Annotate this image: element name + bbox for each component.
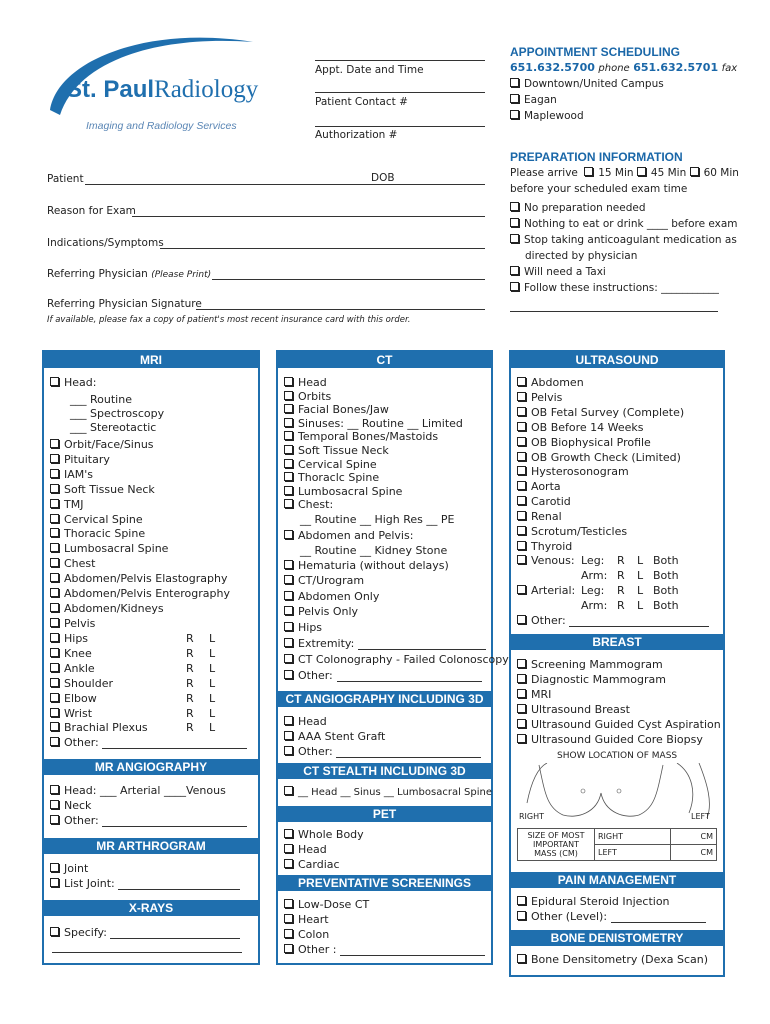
indications-label: Indications/Symptoms <box>47 237 164 249</box>
checkbox-icon[interactable] <box>50 377 59 386</box>
checkbox-icon[interactable] <box>284 486 293 495</box>
checkbox-icon[interactable] <box>284 377 293 386</box>
checkbox-icon[interactable] <box>510 202 519 211</box>
mri-item[interactable]: Elbow <box>50 692 97 705</box>
both-option: Both <box>653 569 679 582</box>
checkbox-icon[interactable] <box>284 859 293 868</box>
mra-header: MR ANGIOGRAPHY <box>44 759 258 775</box>
checkbox-icon[interactable] <box>284 472 293 481</box>
pet-item[interactable]: Head <box>284 843 327 856</box>
mri-other[interactable]: Other: <box>50 736 247 749</box>
checkbox-icon[interactable] <box>510 234 519 243</box>
mri-item[interactable]: TMJ <box>50 498 83 511</box>
checkbox-icon[interactable] <box>50 558 59 567</box>
prep-before: before your scheduled exam time <box>510 183 688 195</box>
patient-label: Patient <box>47 173 84 185</box>
ct-stealth-header: CT STEALTH INCLUDING 3D <box>278 763 491 779</box>
checkbox-icon[interactable] <box>284 391 293 400</box>
ct-item[interactable]: Cervical Spine <box>284 458 377 471</box>
checkbox-icon[interactable] <box>510 282 519 291</box>
scheduling-title: APPOINTMENT SCHEDULING <box>510 45 681 59</box>
breast-show: SHOW LOCATION OF MASS <box>557 751 678 761</box>
checkbox-icon[interactable] <box>50 588 59 597</box>
us-item[interactable]: Scrotum/Testicles <box>517 525 627 538</box>
us-item[interactable]: Thyroid <box>517 540 572 553</box>
checkbox-icon[interactable] <box>517 689 526 698</box>
left-option: L <box>209 632 216 645</box>
checkbox-icon[interactable] <box>517 511 526 520</box>
mri-item[interactable]: Ankle <box>50 662 95 675</box>
mri-item[interactable]: Brachial Plexus <box>50 721 148 734</box>
auth-line[interactable] <box>315 126 485 127</box>
prep-arrive: Please arrive 15 Min 45 Min 60 Min <box>510 167 739 179</box>
us-header: ULTRASOUND <box>511 352 723 368</box>
prep-item-cont: directed by physician <box>525 250 638 262</box>
xrays-line[interactable] <box>52 952 242 953</box>
right-option: R <box>617 569 625 582</box>
ct-item[interactable]: Abdomen Only <box>284 590 379 603</box>
checkbox-icon[interactable] <box>50 785 59 794</box>
checkbox-icon[interactable] <box>50 439 59 448</box>
mass-right-cm[interactable]: CM <box>670 829 716 845</box>
ct-chest-sub[interactable]: __ Routine __ High Res __ PE <box>300 513 455 526</box>
mri-head-sub[interactable]: ___ Spectroscopy <box>70 407 165 420</box>
left-option: L <box>209 691 216 705</box>
checkbox-icon[interactable] <box>50 878 59 887</box>
checkbox-icon[interactable] <box>517 615 526 624</box>
checkbox-icon[interactable] <box>284 499 293 508</box>
us-venous-leg: Leg: <box>581 554 605 567</box>
reason-line[interactable] <box>132 216 485 217</box>
checkbox-icon[interactable] <box>517 896 526 905</box>
right-option: R <box>186 721 194 735</box>
right-option: R <box>186 691 194 705</box>
pet-item[interactable]: Cardiac <box>284 858 340 871</box>
left-option: L <box>209 676 216 690</box>
insurance-note: If available, please fax a copy of patient's most recent insurance card with this order. <box>47 315 411 325</box>
checkbox-icon[interactable] <box>50 927 59 936</box>
prev-item[interactable]: Colon <box>284 928 329 941</box>
patient-line[interactable] <box>85 184 485 185</box>
checkbox-icon[interactable] <box>510 110 519 119</box>
mri-item[interactable]: Knee <box>50 647 92 660</box>
mri-item[interactable]: Cervical Spine <box>50 513 143 526</box>
checkbox-icon[interactable] <box>517 734 526 743</box>
pain-item[interactable]: Epidural Steroid Injection <box>517 895 670 908</box>
prev-item[interactable]: Heart <box>284 913 329 926</box>
checkbox-icon[interactable] <box>284 606 293 615</box>
us-arterial-leg: Leg: <box>581 584 605 597</box>
logo-name-bold: St. Paul <box>66 76 155 103</box>
mri-item[interactable]: Orbit/Face/Sinus <box>50 438 154 451</box>
checkbox-icon[interactable] <box>510 78 519 87</box>
mass-left-label: LEFT <box>595 845 671 861</box>
us-item[interactable]: OB Fetal Survey (Complete) <box>517 406 684 419</box>
us-venous-arm: Arm: <box>581 569 608 582</box>
us-item[interactable]: OB Growth Check (Limited) <box>517 451 681 464</box>
mri-item[interactable]: Hips <box>50 632 88 645</box>
checkbox-icon[interactable] <box>50 633 59 642</box>
checkbox-icon[interactable] <box>517 541 526 550</box>
pain-item[interactable]: Other (Level): <box>517 910 706 923</box>
mri-header: MRI <box>44 352 258 368</box>
checkbox-icon[interactable] <box>50 499 59 508</box>
mri-item[interactable]: Chest <box>50 557 95 570</box>
prep-item[interactable]: Follow these instructions: ___________ <box>510 282 719 294</box>
ct-panel <box>276 350 509 965</box>
right-option: R <box>186 706 194 720</box>
checkbox-icon[interactable] <box>510 94 519 103</box>
right-option: R <box>186 676 194 690</box>
checkbox-icon[interactable] <box>517 437 526 446</box>
checkbox-icon[interactable] <box>50 514 59 523</box>
mra-head[interactable]: Head: ___ Arterial ____Venous <box>50 784 226 797</box>
checkbox-icon[interactable] <box>284 591 293 600</box>
phone-label: phone <box>598 63 630 74</box>
breast-item[interactable]: Ultrasound Guided Core Biopsy <box>517 733 703 746</box>
left-option: L <box>637 554 644 567</box>
contact-label: Patient Contact # <box>315 96 408 108</box>
checkbox-icon[interactable] <box>517 407 526 416</box>
breast-item[interactable]: Screening Mammogram <box>517 658 663 671</box>
checkbox-icon[interactable] <box>284 746 293 755</box>
cta-item[interactable]: AAA Stent Graft <box>284 730 385 743</box>
mass-size-table <box>517 828 717 861</box>
auth-label: Authorization # <box>315 129 398 141</box>
left-option: L <box>637 569 644 582</box>
us-item[interactable]: Hysterosonogram <box>517 465 629 478</box>
left-option: L <box>637 599 644 612</box>
left-option: L <box>637 584 644 597</box>
xrays-specify[interactable]: Specify: <box>50 926 240 939</box>
location-1[interactable]: Downtown/United Campus <box>510 78 664 90</box>
checkbox-icon[interactable] <box>50 484 59 493</box>
ct-item[interactable]: Hematuria (without delays) <box>284 559 449 572</box>
checkbox-icon[interactable] <box>50 800 59 809</box>
checkbox-icon[interactable] <box>284 431 293 440</box>
prep-item[interactable]: Will need a Taxi <box>510 266 606 278</box>
checkbox-icon[interactable] <box>50 737 59 746</box>
checkbox-icon[interactable] <box>50 663 59 672</box>
prep-title: PREPARATION INFORMATION <box>510 150 683 164</box>
checkbox-icon[interactable] <box>284 530 293 539</box>
fax-label: fax <box>721 63 738 74</box>
logo-name-light: Radiology <box>154 76 259 103</box>
mri-item[interactable]: Abdomen/Pelvis Enterography <box>50 587 230 600</box>
right-option: R <box>617 584 625 597</box>
checkbox-icon[interactable] <box>284 914 293 923</box>
left-option: L <box>209 661 216 675</box>
referring-label: Referring Physician (Please Print) <box>47 268 212 280</box>
cta-header: CT ANGIOGRAPHY INCLUDING 3D <box>278 691 491 707</box>
checkbox-icon[interactable] <box>284 716 293 725</box>
cta-item[interactable]: Other: <box>284 745 481 758</box>
mri-item[interactable]: Shoulder <box>50 677 113 690</box>
ct-item[interactable]: Thoraclc Spine <box>284 471 379 484</box>
checkbox-icon[interactable] <box>517 481 526 490</box>
mri-item[interactable]: Soft Tissue Neck <box>50 483 155 496</box>
ct-item[interactable]: Hips <box>284 621 322 634</box>
prev-item[interactable]: Other : <box>284 943 485 956</box>
checkbox-icon[interactable] <box>50 648 59 657</box>
mri-item[interactable]: Thoracic Spine <box>50 527 145 540</box>
both-option: Both <box>653 599 679 612</box>
left-option: L <box>209 721 216 735</box>
mri-item[interactable]: IAM's <box>50 468 93 481</box>
checkbox-icon[interactable] <box>517 555 526 564</box>
checkbox-icon[interactable] <box>284 638 293 647</box>
checkbox-icon[interactable] <box>284 929 293 938</box>
signature-line[interactable] <box>196 309 485 310</box>
prep-item[interactable]: Stop taking anticoagulant medication as <box>510 234 737 246</box>
right-option: R <box>617 599 625 612</box>
checkbox-icon[interactable] <box>284 670 293 679</box>
fax-number: 651.632.5701 <box>633 61 719 74</box>
ct-item[interactable]: Extremity: <box>284 637 486 650</box>
prep-instructions-line[interactable] <box>510 311 718 312</box>
checkbox-icon[interactable] <box>284 899 293 908</box>
checkbox-icon[interactable] <box>50 708 59 717</box>
mri-item[interactable]: Pituitary <box>50 453 110 466</box>
reason-label: Reason for Exam <box>47 205 136 217</box>
mra-neck[interactable]: Neck <box>50 799 91 812</box>
ct-abd-sub[interactable]: __ Routine __ Kidney Stone <box>300 544 448 557</box>
checkbox-icon[interactable] <box>50 528 59 537</box>
ct-item[interactable]: Sinuses: __ Routine __ Limited <box>284 417 463 430</box>
logo <box>38 30 278 140</box>
checkbox-icon[interactable] <box>517 377 526 386</box>
location-2[interactable]: Eagan <box>510 94 557 106</box>
mri-item[interactable]: Lumbosacral Spine <box>50 542 168 555</box>
checkbox-icon[interactable] <box>284 786 293 795</box>
checkbox-icon[interactable] <box>517 585 526 594</box>
mri-head[interactable]: Head: <box>50 376 96 389</box>
checkbox-icon[interactable] <box>284 459 293 468</box>
mri-head-sub[interactable]: ___ Stereotactic <box>70 421 157 434</box>
checkbox-icon[interactable] <box>517 496 526 505</box>
prep-item[interactable]: No preparation needed <box>510 202 646 214</box>
checkbox-icon[interactable] <box>284 731 293 740</box>
ct-item[interactable]: Lumbosacral Spine <box>284 485 402 498</box>
prev-header: PREVENTATIVE SCREENINGS <box>278 875 491 891</box>
checkbox-icon[interactable] <box>517 659 526 668</box>
mass-size-label: SIZE OF MOST IMPORTANT MASS (CM) <box>518 829 595 861</box>
checkbox-icon[interactable] <box>284 418 293 427</box>
checkbox-icon[interactable] <box>517 466 526 475</box>
right-option: R <box>186 632 194 645</box>
xrays-header: X-RAYS <box>44 900 258 916</box>
us-item[interactable]: Carotid <box>517 495 571 508</box>
checkbox-icon[interactable] <box>50 678 59 687</box>
checkbox-icon[interactable] <box>517 911 526 920</box>
left-option: L <box>209 646 216 660</box>
checkbox-icon[interactable] <box>284 404 293 413</box>
checkbox-icon[interactable] <box>517 954 526 963</box>
us-item[interactable]: OB Before 14 Weeks <box>517 421 644 434</box>
breast-diagram-icon[interactable] <box>517 763 717 823</box>
us-arterial[interactable]: Arterial: <box>517 584 575 597</box>
checkbox-icon[interactable] <box>50 863 59 872</box>
ct-item[interactable]: Orbits <box>284 390 331 403</box>
checkbox-icon[interactable] <box>517 392 526 401</box>
checkbox-icon[interactable] <box>637 167 646 176</box>
ct-item[interactable]: Chest: <box>284 498 333 511</box>
phone-number: 651.632.5700 <box>510 61 595 74</box>
checkbox-icon[interactable] <box>50 693 59 702</box>
checkbox-icon[interactable] <box>50 543 59 552</box>
breast-header: BREAST <box>511 634 723 650</box>
mri-head-sub[interactable]: ___ Routine <box>70 393 132 406</box>
mri-item[interactable]: Wrist <box>50 707 92 720</box>
cta-item[interactable]: Head <box>284 715 327 728</box>
us-arterial-arm: Arm: <box>581 599 608 612</box>
checkbox-icon[interactable] <box>510 218 519 227</box>
checkbox-icon[interactable] <box>517 526 526 535</box>
bone-header: BONE DENISTOMETRY <box>511 930 723 946</box>
right-option: R <box>617 554 625 567</box>
mri-item[interactable]: Abdomen/Pelvis Elastography <box>50 572 227 585</box>
checkbox-icon[interactable] <box>50 722 59 731</box>
mra-other[interactable]: Other: <box>50 814 247 827</box>
checkbox-icon[interactable] <box>284 575 293 584</box>
breast-item[interactable]: MRI <box>517 688 551 701</box>
mass-right-label: RIGHT <box>595 829 671 845</box>
ct-abd[interactable]: Abdomen and Pelvis: <box>284 529 413 542</box>
checkbox-icon[interactable] <box>584 167 593 176</box>
arthro-joint[interactable]: Joint <box>50 862 88 875</box>
checkbox-icon[interactable] <box>284 445 293 454</box>
checkbox-icon[interactable] <box>284 944 293 953</box>
logo-tagline: Imaging and Radiology Services <box>86 120 237 132</box>
breast-right: RIGHT <box>519 812 545 821</box>
arthro-list-joint[interactable]: List Joint: <box>50 877 240 890</box>
pet-header: PET <box>278 806 491 822</box>
bone-item[interactable]: Bone Densitometry (Dexa Scan) <box>517 953 708 966</box>
ct-item[interactable]: Facial Bones/Jaw <box>284 403 389 416</box>
appt-line[interactable] <box>315 60 485 61</box>
referring-line[interactable] <box>212 279 485 280</box>
checkbox-icon[interactable] <box>50 573 59 582</box>
checkbox-icon[interactable] <box>517 422 526 431</box>
us-panel <box>509 350 725 977</box>
pain-header: PAIN MANAGEMENT <box>511 872 723 888</box>
us-item[interactable]: Abdomen <box>517 376 584 389</box>
breast-item[interactable]: Ultrasound Breast <box>517 703 630 716</box>
ct-item[interactable]: Temporal Bones/Mastoids <box>284 430 438 443</box>
checkbox-icon[interactable] <box>50 618 59 627</box>
mass-left-cm[interactable]: CM <box>670 845 716 861</box>
us-item[interactable]: Aorta <box>517 480 561 493</box>
contact-line[interactable] <box>315 92 485 93</box>
checkbox-icon[interactable] <box>50 454 59 463</box>
checkbox-icon[interactable] <box>284 844 293 853</box>
prep-item[interactable]: Nothing to eat or drink ____ before exam <box>510 218 738 230</box>
mri-item[interactable]: Abdomen/Kidneys <box>50 602 164 615</box>
checkbox-icon[interactable] <box>50 603 59 612</box>
left-option: L <box>209 706 216 720</box>
both-option: Both <box>653 584 679 597</box>
scheduling-phones <box>510 61 737 74</box>
breast-left: LEFT <box>691 812 710 821</box>
checkbox-icon[interactable] <box>284 622 293 631</box>
ct-item[interactable]: CT Colonography - Failed Colonoscopy <box>284 653 509 666</box>
ct-item[interactable]: Other: <box>284 669 482 682</box>
appt-label: Appt. Date and Time <box>315 64 424 76</box>
right-option: R <box>186 661 194 675</box>
breast-item[interactable]: Diagnostic Mammogram <box>517 673 666 686</box>
breast-item[interactable]: Ultrasound Guided Cyst Aspiration <box>517 718 721 731</box>
checkbox-icon[interactable] <box>517 452 526 461</box>
mr-arthrogram-header: MR ARTHROGRAM <box>44 838 258 854</box>
prev-item[interactable]: Low-Dose CT <box>284 898 369 911</box>
checkbox-icon[interactable] <box>690 167 699 176</box>
ct-item[interactable]: Head <box>284 376 327 389</box>
us-venous[interactable]: Venous: <box>517 554 575 567</box>
us-other[interactable]: Other: <box>517 614 709 627</box>
ct-stealth-item[interactable]: __ Head __ Sinus __ Lumbosacral Spine <box>284 786 492 798</box>
checkbox-icon[interactable] <box>50 815 59 824</box>
ct-item[interactable]: Pelvis Only <box>284 605 358 618</box>
checkbox-icon[interactable] <box>517 719 526 728</box>
checkbox-icon[interactable] <box>50 469 59 478</box>
checkbox-icon[interactable] <box>517 704 526 713</box>
checkbox-icon[interactable] <box>517 674 526 683</box>
dob-label: DOB <box>371 172 395 184</box>
right-option: R <box>186 646 194 660</box>
checkbox-icon[interactable] <box>510 266 519 275</box>
us-item[interactable]: Renal <box>517 510 562 523</box>
ct-item[interactable]: Soft Tissue Neck <box>284 444 389 457</box>
us-item[interactable]: Pelvis <box>517 391 562 404</box>
signature-label: Referring Physician Signature <box>47 298 202 310</box>
checkbox-icon[interactable] <box>284 829 293 838</box>
checkbox-icon[interactable] <box>284 560 293 569</box>
location-3[interactable]: Maplewood <box>510 110 584 122</box>
us-item[interactable]: OB Biophysical Profile <box>517 436 651 449</box>
both-option: Both <box>653 554 679 567</box>
mri-item[interactable]: Pelvis <box>50 617 95 630</box>
indications-line[interactable] <box>160 248 485 249</box>
checkbox-icon[interactable] <box>284 654 293 663</box>
mri-panel <box>42 350 260 965</box>
ct-header: CT <box>278 352 491 368</box>
ct-item[interactable]: CT/Urogram <box>284 574 364 587</box>
pet-item[interactable]: Whole Body <box>284 828 364 841</box>
